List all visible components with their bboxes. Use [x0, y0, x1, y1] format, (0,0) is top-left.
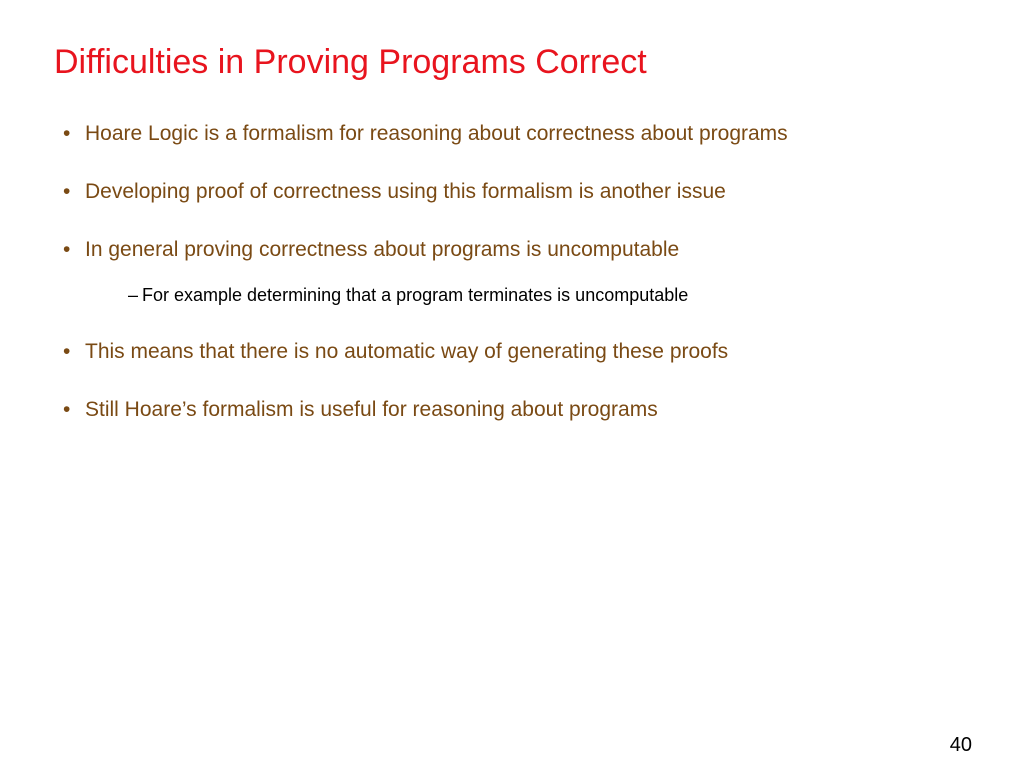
bullet-item: [63, 395, 658, 425]
bullet-text: Developing proof of correctness using this formalism is another issue: [85, 180, 726, 203]
bullet-item: [63, 177, 726, 207]
bullet-mark: •: [63, 180, 71, 203]
bullet-mark: •: [63, 340, 71, 363]
sub-bullet-mark: –: [128, 285, 139, 305]
bullet-mark: •: [63, 238, 71, 261]
bullet-item: [63, 337, 728, 367]
bullet-item: [63, 235, 679, 265]
sub-bullet-text: For example determining that a program terminates is uncomputable: [142, 285, 689, 305]
bullet-text: Still Hoare’s formalism is useful for reasoning about programs: [85, 398, 658, 421]
slide-title: Difficulties in Proving Programs Correct: [54, 43, 647, 81]
bullet-item: [63, 119, 788, 149]
bullet-mark: •: [63, 122, 71, 145]
page-number: 40: [949, 734, 972, 756]
bullet-text: In general proving correctness about programs is uncomputable: [85, 238, 680, 261]
bullet-mark: •: [63, 398, 71, 421]
bullet-text: Hoare Logic is a formalism for reasoning about correctness about programs: [85, 122, 788, 145]
sub-bullet-item: [128, 282, 688, 308]
bullet-text: This means that there is no automatic way of generating these proofs: [85, 340, 729, 363]
